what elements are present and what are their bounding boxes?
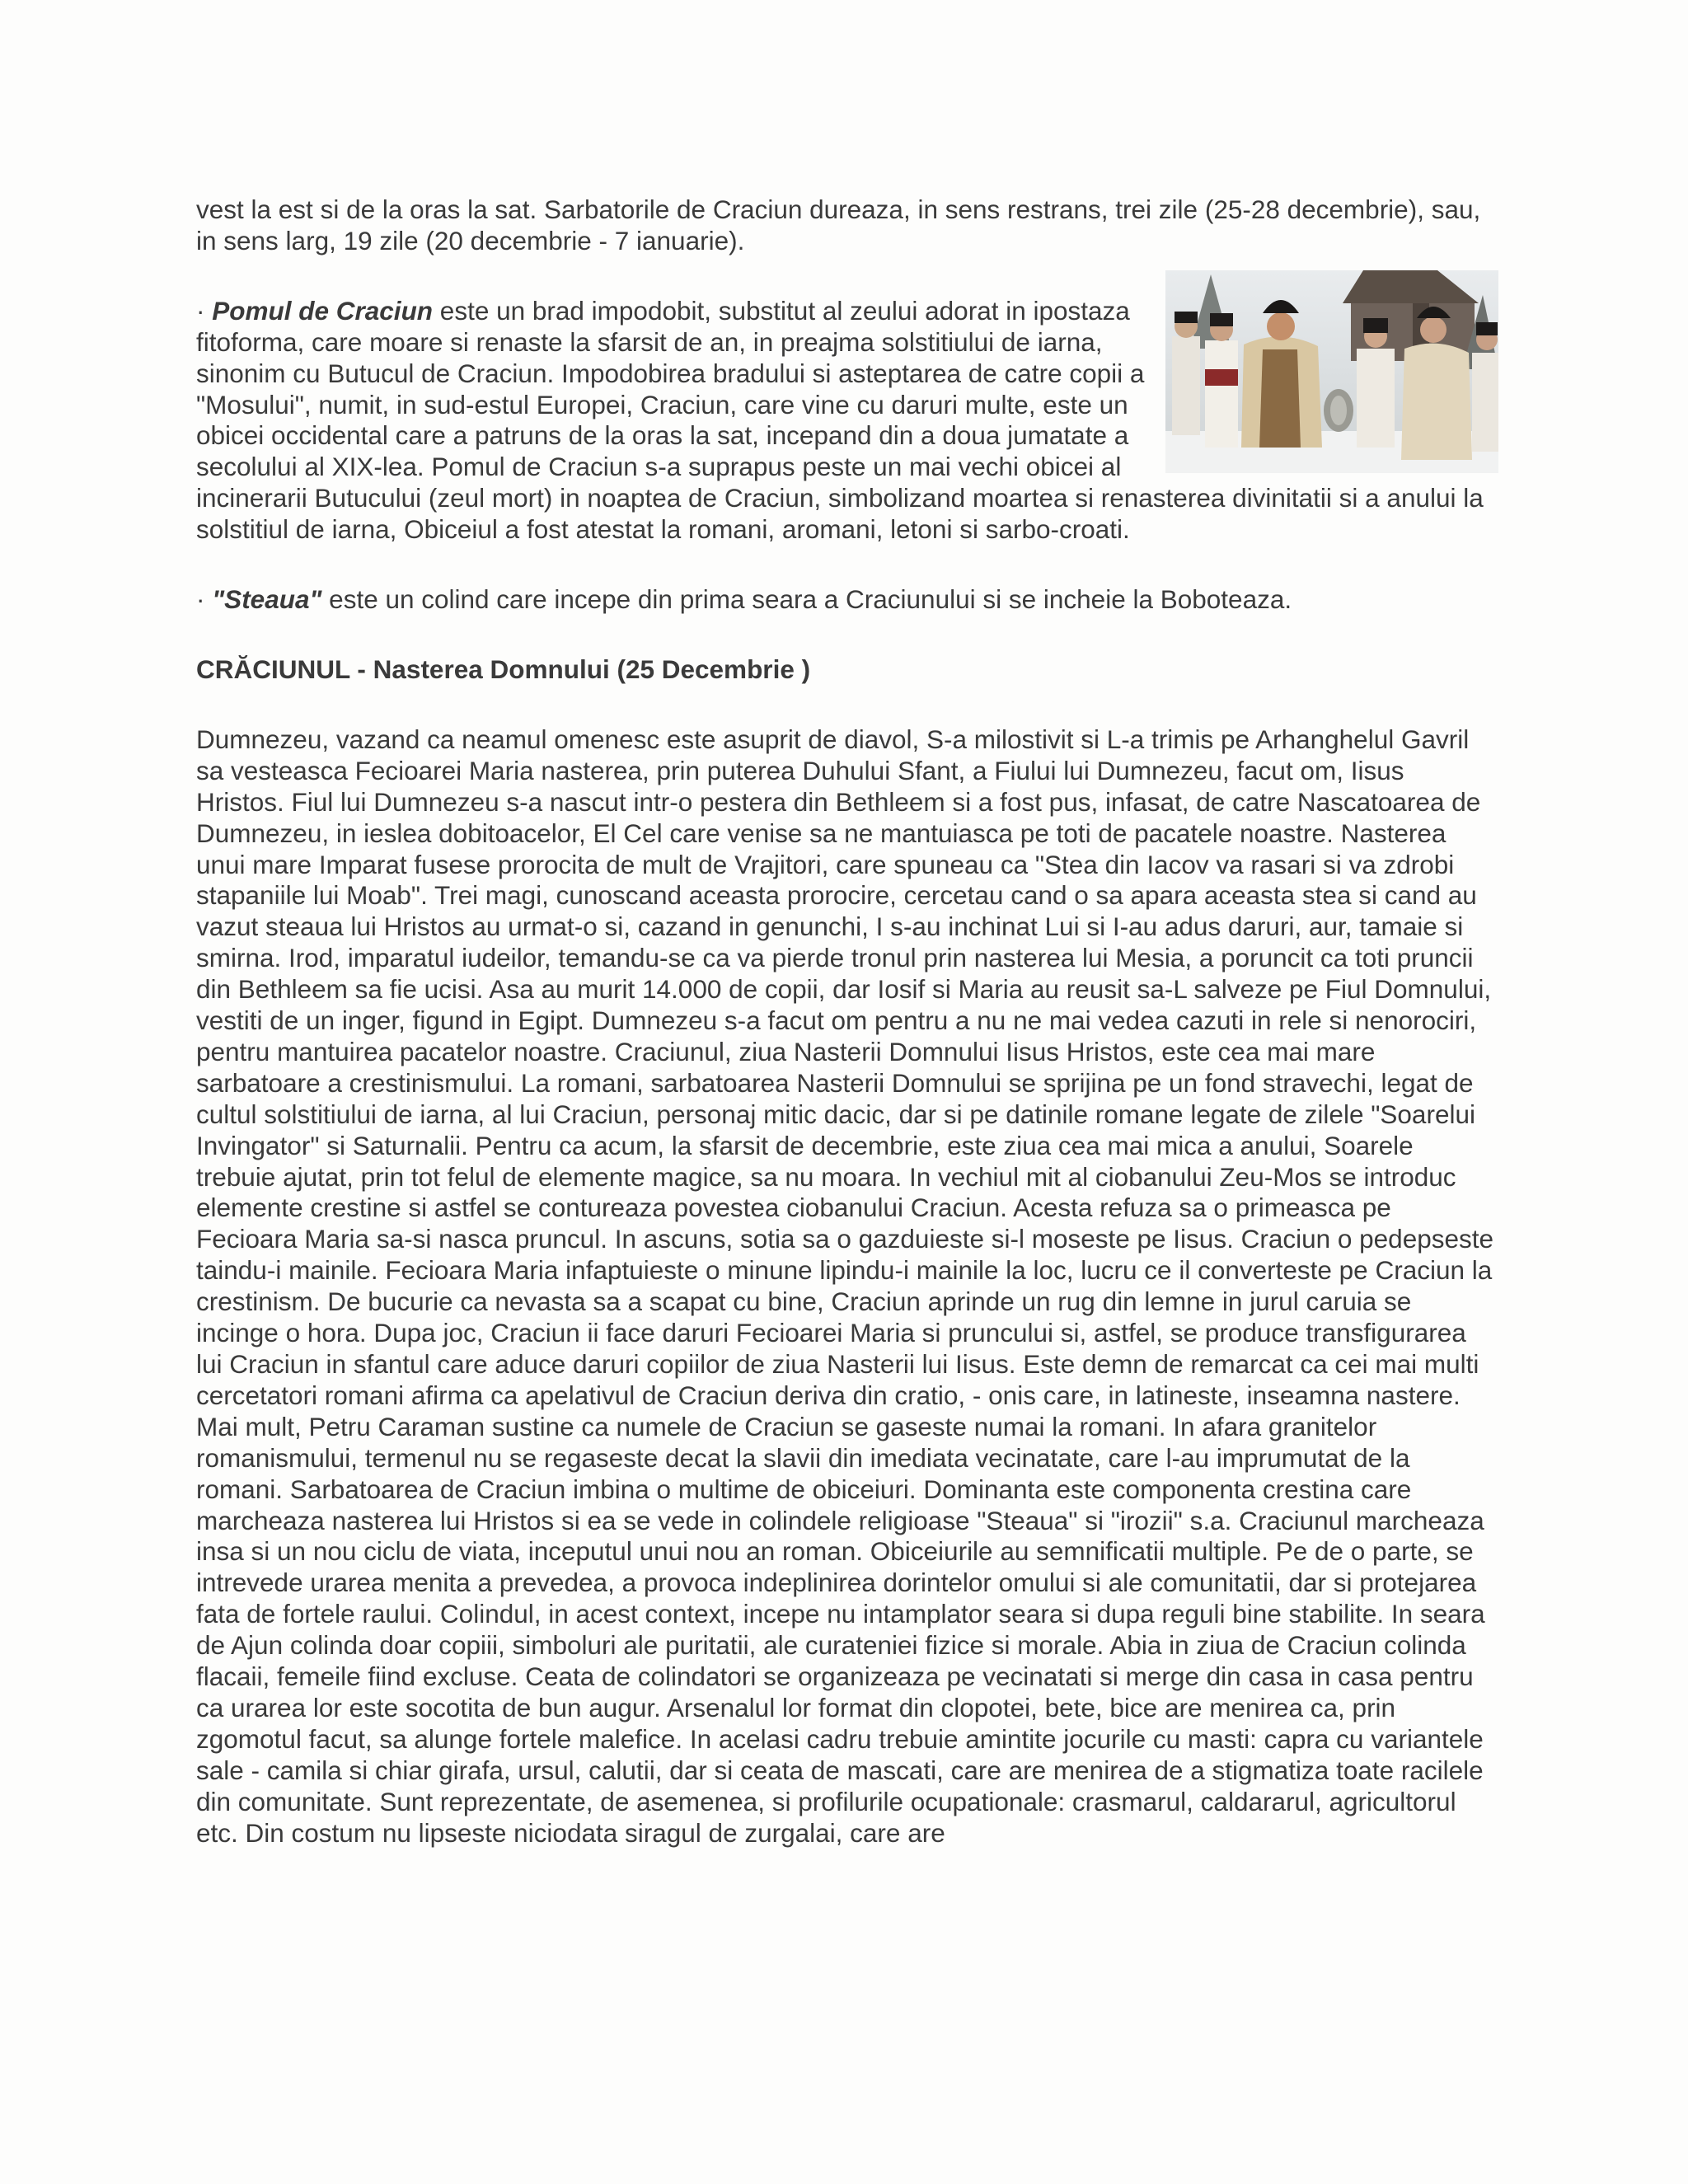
section-heading: CRĂCIUNUL - Nasterea Domnului (25 Decembrie ) xyxy=(196,654,811,684)
bullet: · xyxy=(196,584,213,615)
carolers-photo xyxy=(1165,270,1498,473)
intro-paragraph: vest la est si de la oras la sat. Sarbatorile de Craciun dureaza, in sens restrans, trei zile (25-28 decembrie), sau, in sens larg, 19 zile (20 decembrie - 7 ianuarie). xyxy=(196,194,1481,255)
steaua-paragraph xyxy=(196,584,1498,616)
bullet: · xyxy=(196,295,213,326)
pomul-text: este un brad impodobit, substitut al zeului adorat in ipostaza fitoforma, care moare si renaste la sfarsit de an, in preajma solstitiului de iarna, sinonim cu Butucul de Craciun. Impodobirea bradului si asteptarea de catre copii a "Mosului", numit, in sud-estul Europei, Craciun, care vine cu daruri multe, este un obicei occidental care a patruns de la oras la sat, incepand din a doua jumatate a secolului al XIX-lea. Pomul de Craciun s-a suprapus peste un mai vechi obicei al incinerarii Butucului (zeul mort) in noaptea de Craciun, simbolizand moartea si renasterea divinitatii si a anului la solstitiul de iarna, Obiceiul a fost atestat la romani, aromani, letoni si sarbo-croati. xyxy=(196,295,1484,545)
document-content xyxy=(196,194,1498,1849)
paragraph-gap xyxy=(196,616,1498,654)
carolers-illustration xyxy=(1165,270,1498,473)
pomul-lead: Pomul de Craciun xyxy=(212,295,434,326)
steaua-text: este un colind care incepe din prima seara a Craciunului si se incheie la Boboteaza. xyxy=(321,584,1292,615)
paragraph-gap xyxy=(196,686,1498,724)
body-paragraph: Dumnezeu, vazand ca neamul omenesc este asuprit de diavol, S-a milostivit si L-a trimis pe Arhanghelul Gavril sa vesteasca Fecioarei Maria nasterea, prin puterea Duhului Sfant, a Fiului lui Dumnezeu, facut om, Iisus Hristos. Fiul lui Dumnezeu s-a nascut intr-o pestera din Bethleem si a fost pus, infasat, de catre Nascatoarea de Dumnezeu, in ieslea dobitoacelor, El Cel care venise sa ne mantuiasca pe toti de pacatele noastre. Nasterea unui mare Imparat fusese prorocita de mult de Vrajitori, care spuneau ca "Stea din Iacov va rasari si va zdrobi stapaniile lui Moab". Trei magi, cunoscand aceasta prorocire, cercetau cand o sa apara aceasta stea si cand au vazut steaua lui Hristos au urmat-o si, cazand in genunchi, I s-au inchinat Lui si I-au adus daruri, aur, tamaie si smirna. Irod, imparatul iudeilor, temandu-se ca va pierde tronul prin nasterea lui Mesia, a poruncit ca toti pruncii din Bethleem sa fie ucisi. Asa au murit 14.000 de copii, dar Iosif si Maria au reusit sa-L salveze pe Fiul Domnului, vestiti de un inger, figund in Egipt. Dumnezeu s-a facut om pentru a nu ne mai vedea cazuti in rele si nenorociri, pentru mantuirea pacatelor noastre. Craciunul, ziua Nasterii Domnului Iisus Hristos, este cea mai mare sarbatoare a crestinismului. La romani, sarbatoarea Nasterii Domnului se sprijina pe un fond stravechi, legat de cultul solstitiului de iarna, al lui Craciun, personaj mitic dacic, dar si pe datinile romane legate de zilele "Soarelui Invingator" si Saturnalii. Pentru ca acum, la sfarsit de decembrie, este ziua cea mai mica a anului, Soarele trebuie ajutat, prin tot felul de elemente magice, sa nu moara. In vechiul mit al ciobanului Zeu-Mos se introduc elemente crestine si astfel se contureaza povestea ciobanului Craciun. Acesta refuza sa o primeasca pe Fecioara Maria sa-si nasca pruncul. In ascuns, sotia sa o gazduieste si-l moseste pe Iisus. Craciun o pedepseste taindu-i mainile. Fecioara Maria infaptuieste o minune lipindu-i mainile la loc, lucru ce il converteste pe Craciun la crestinism. De bucurie ca nevasta sa a scapat cu bine, Craciun aprinde un rug din lemne in jurul caruia se incinge o hora. Dupa joc, Craciun ii face daruri Fecioarei Maria si pruncului si, astfel, se produce transfigurarea lui Craciun in sfantul care aduce daruri copiilor de ziua Nasterii lui Iisus. Este demn de remarcat ca cei mai multi cercetatori romani afirma ca apelativul de Craciun deriva din cratio, - onis care, in latineste, inseamna nastere. Mai mult, Petru Caraman sustine ca numele de Craciun se gaseste numai la romani. In afara granitelor romanismului, termenul nu se regaseste decat la slavii din imediata vecinatate, care l-au imprumutat de la romani. Sarbatoarea de Craciun imbina o multime de obiceiuri. Dominanta este componenta crestina care marcheaza nasterea lui Hristos si ea se vede in colindele religioase "Steaua" si "irozii" s.a. Craciunul marcheaza insa si un nou ciclu de viata, inceputul unui nou an roman. Obiceiurile au semnificatii multiple. Pe de o parte, se intrevede urarea menita a prevedea, a provoca indeplinirea dorintelor omului si ale comunitatii, dar si protejarea fata de fortele raului. Colindul, in acest context, incepe nu intamplator seara si dupa reguli bine stabilite. In seara de Ajun colinda doar copiii, simboluri ale puritatii, ale curateniei fizice si morale. Abia in ziua de Craciun colinda flacaii, femeile fiind excluse. Ceata de colindatori se organizeaza pe vecinatati si merge din casa in casa pentru ca urarea lor este socotita de bun augur. Arsenalul lor format din clopotei, bete, bice are menirea ca, prin zgomotul facut, sa alunge fortele malefice. In acelasi cadru trebuie amintite jocurile cu masti: capra cu variantele sale - camila si chiar girafa, ursul, calutii, dar si ceata de mascati, care are menirea de a stigmatiza toate racilele din comunitate. Sunt reprezentate, de asemenea, si profilurile ocupationale: crasmarul, caldararul, agricultorul etc. Din costum nu lipseste niciodata siragul de zurgalai, care are xyxy=(196,724,1494,1848)
steaua-lead: "Steaua" xyxy=(212,584,322,615)
paragraph-gap xyxy=(196,546,1498,584)
